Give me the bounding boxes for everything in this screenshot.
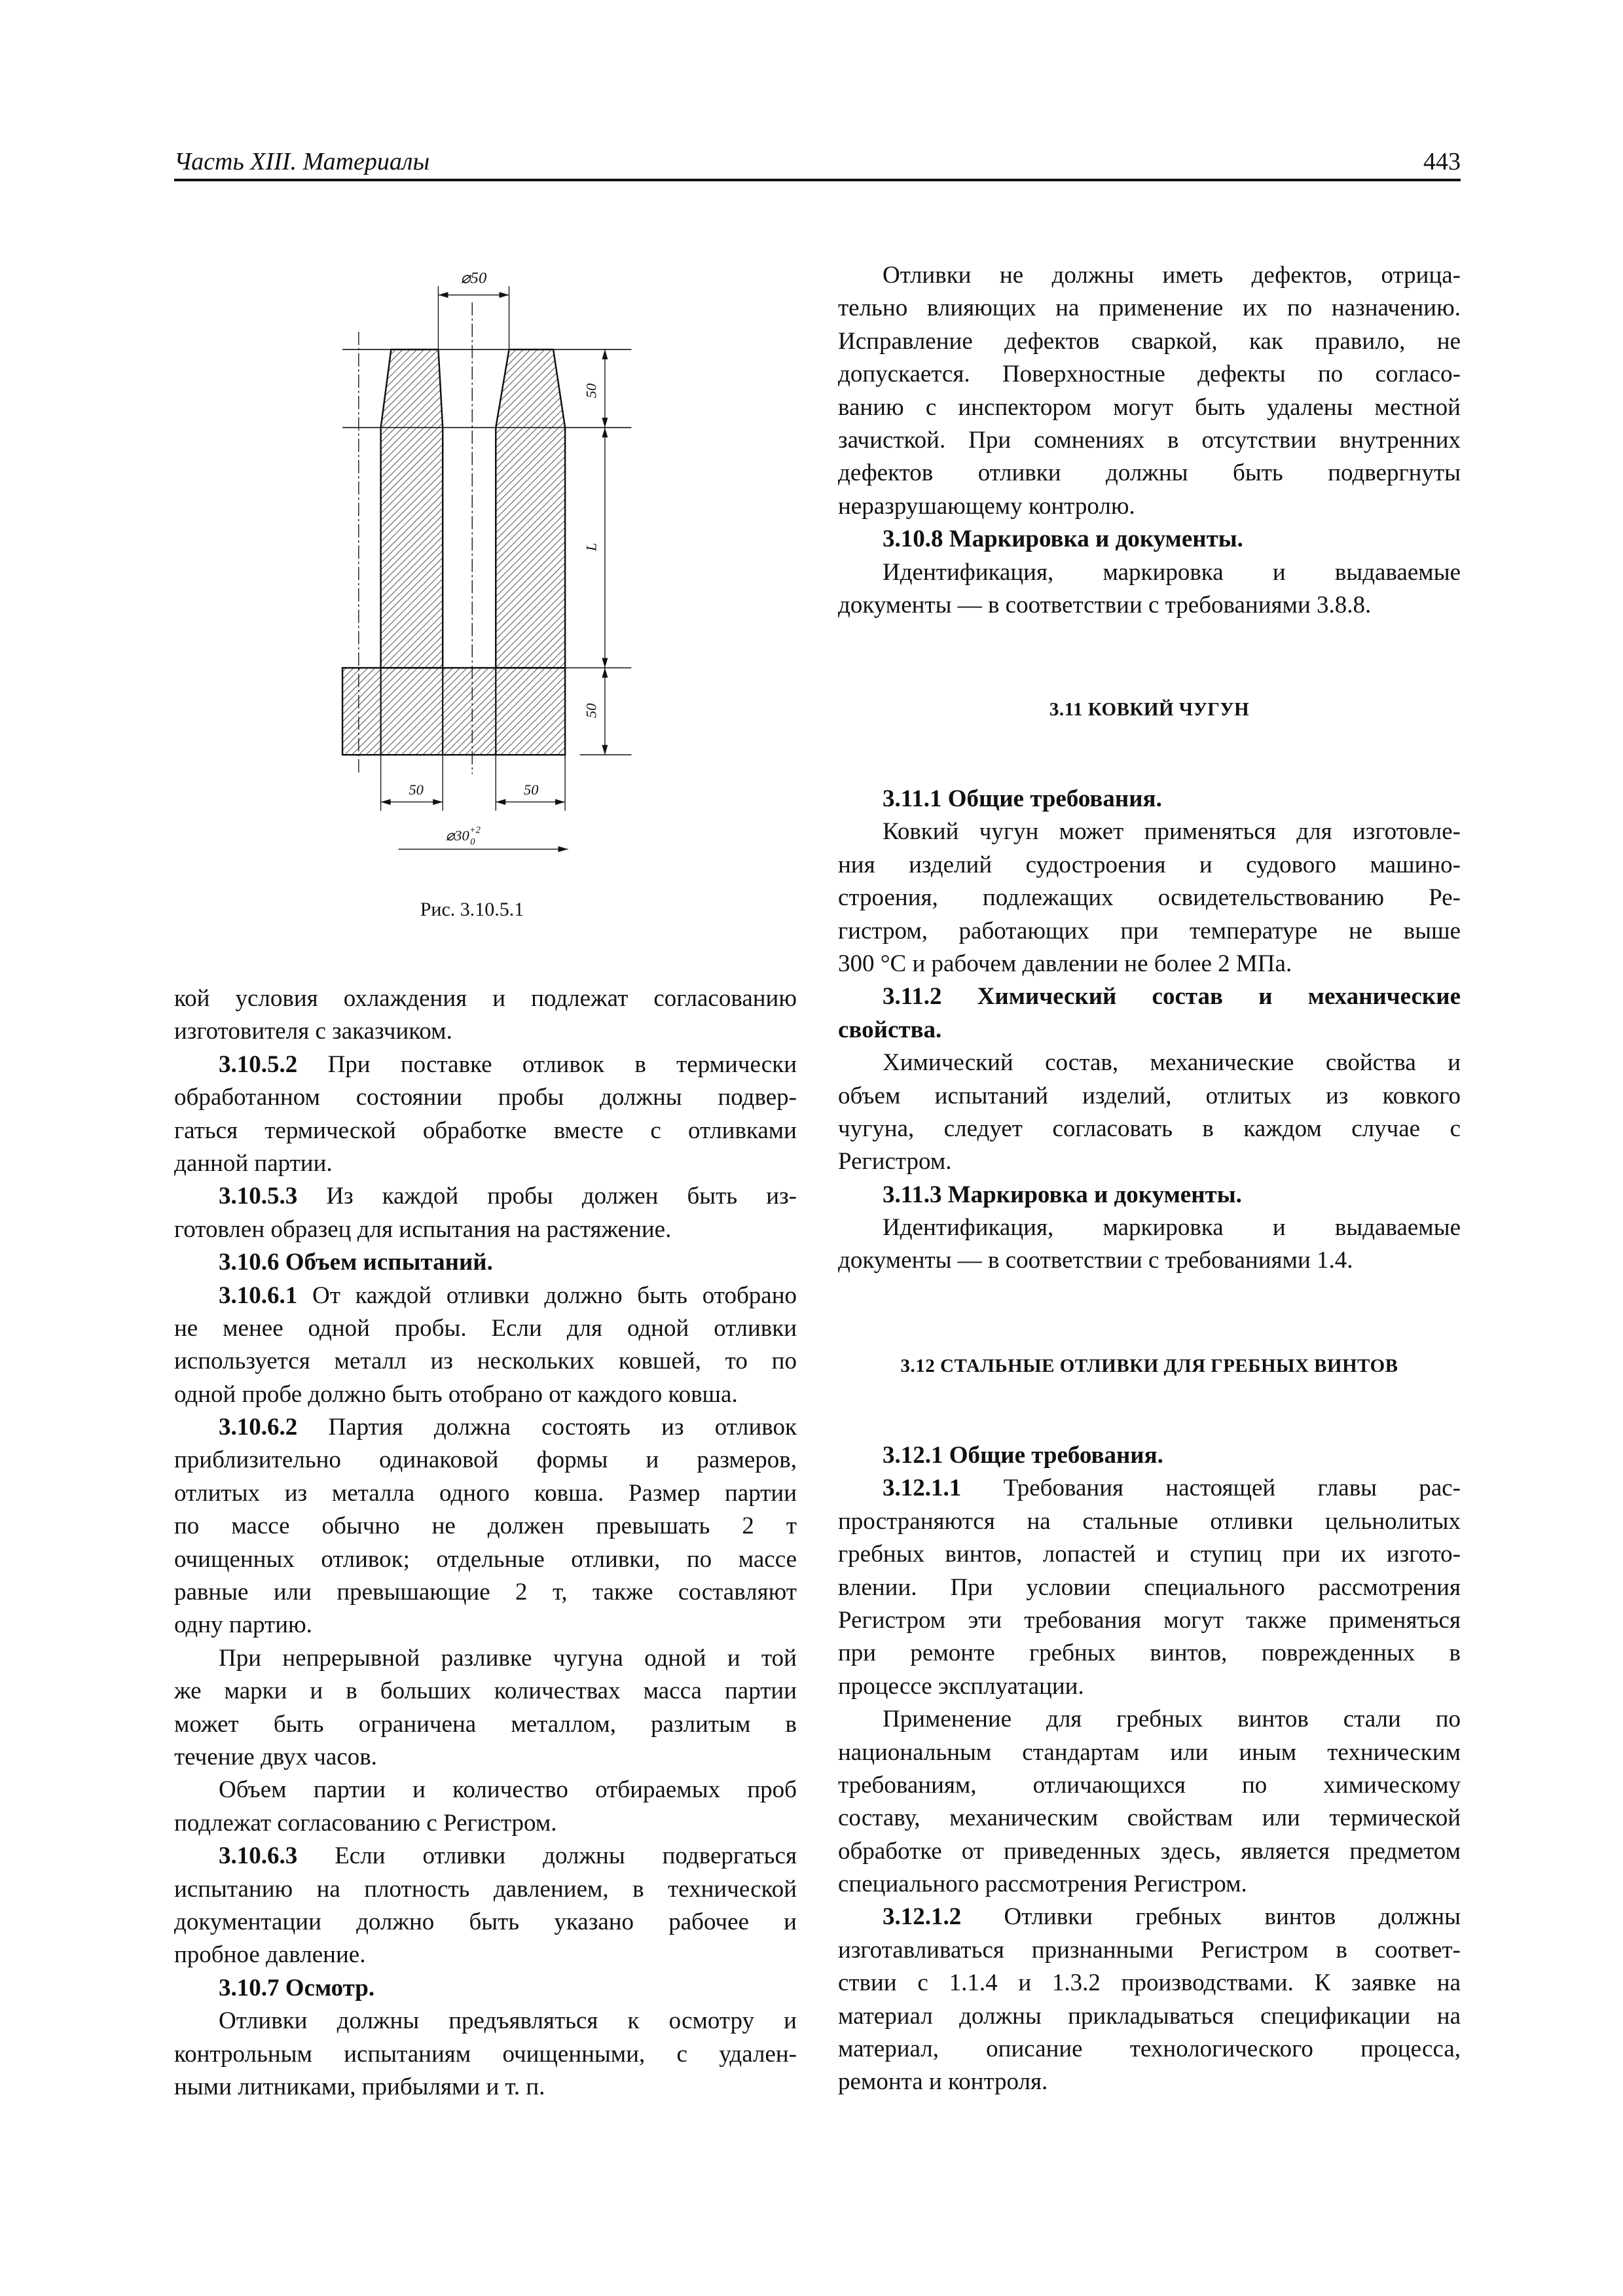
header-rule (174, 179, 1461, 181)
left-column-text (174, 982, 797, 2104)
text-line: 3.11.3 Маркировка и документы. (883, 1181, 1242, 1208)
text-line: 3.10.7 Осмотр. (219, 1974, 375, 2001)
text-line: процессе эксплуатации. (838, 1672, 1084, 1700)
text-line: документы — в соответствии с требованиями 3.8.8. (838, 591, 1372, 619)
text-line: строения, подлежащих освидетельствованию Ре- (838, 884, 1461, 912)
text-line: Регистром. (838, 1148, 952, 1175)
paragraph (174, 1411, 797, 1642)
text-line: Регистром эти требования могут также применяться (838, 1606, 1461, 1634)
subsection-heading (838, 783, 1461, 816)
text-line: национальным стандартам или иным техническим (838, 1738, 1461, 1766)
text-line: Объем партии и количество отбираемых проб (219, 1776, 797, 1804)
text-line: Идентификация, маркировка и выдаваемые (883, 1214, 1461, 1242)
page-number: 443 (1423, 148, 1461, 175)
paragraph (174, 1049, 797, 1181)
text-line: изготовителя с заказчиком. (174, 1018, 452, 1045)
text-line: 3.11.2 Химический состав и механические (883, 983, 1461, 1011)
text-line: очищенных отливок; отдельные отливки, по массе (174, 1545, 797, 1573)
text-line: ния изделий судостроения и судового машино- (838, 851, 1461, 878)
text-line: материал, описание технологического процесса, (838, 2036, 1461, 2063)
paragraph (838, 556, 1461, 622)
casting-base (342, 668, 565, 755)
text-line: Отливки должны предъявляться к осмотру и (219, 2007, 797, 2035)
text-line: изготавливаться признанными Регистром в соответ- (838, 1936, 1461, 1964)
text-line: ванию с инспектором могут быть удалены местной (838, 393, 1461, 421)
text-line: документации должно быть указано рабочее и (174, 1908, 797, 1935)
text-line: специального рассмотрения Регистром. (838, 1871, 1247, 1898)
paragraph (838, 1211, 1461, 1278)
subsection-heading (838, 980, 1461, 1047)
text-line: 300 °C и рабочем давлении не более 2 МПа. (838, 950, 1292, 977)
casting-right-piece (496, 350, 565, 668)
paragraph (838, 259, 1461, 523)
clause-number: 3.12.1.2 (883, 1903, 962, 1931)
text-line: одной пробе должно быть отобрано от каждого ковша. (174, 1380, 738, 1408)
paragraph (838, 1901, 1461, 2098)
right-column-text (838, 783, 1461, 1278)
clause-text: Партия должна состоять из отливок (328, 1414, 797, 1441)
text-line: допускается. Поверхностные дефекты по согласо- (838, 361, 1461, 388)
section-title: 3.11 КОВКИЙ ЧУГУН (1049, 699, 1250, 720)
text-line: течение двух часов. (174, 1743, 377, 1770)
text-line: одну партию. (174, 1611, 312, 1639)
text-line: пробное давление. (174, 1941, 366, 1969)
text-line: Химический состав, механические свойства и (883, 1049, 1461, 1077)
text-line: 3.10.6 Объем испытаний. (219, 1249, 493, 1276)
text-line: составу, механическим свойствам или термической (838, 1804, 1461, 1832)
figure-caption: Рис. 3.10.5.1 (420, 899, 524, 920)
subsection-heading (838, 523, 1461, 556)
clause-text: Из каждой пробы должен быть из- (326, 1183, 797, 1210)
clause-text: Если отливки должны подвергаться (335, 1842, 797, 1870)
dimension-label: 50 (583, 703, 600, 718)
text-line: же марки и в больших количествах масса партии (174, 1677, 797, 1705)
subsection-heading (174, 1972, 797, 2005)
text-line (174, 1280, 797, 1312)
text-line: при ремонте гребных винтов, поврежденных в (838, 1640, 1461, 1667)
tolerance-upper: +2 (469, 825, 481, 836)
right-column-text (838, 259, 1461, 622)
text-line (174, 1180, 797, 1213)
text-line: кой условия охлаждения и подлежат согласованию (174, 985, 797, 1012)
clause-number: 3.12.1.1 (883, 1475, 962, 1502)
text-line: испытанию на плотность давлением, в технической (174, 1875, 797, 1903)
dimension-label: 50 (524, 781, 539, 798)
dimension-label: ⌀50 (460, 269, 487, 287)
text-line (838, 1472, 1461, 1505)
text-line: Применение для гребных винтов стали по (883, 1706, 1461, 1733)
running-head: Часть XIII. Материалы (174, 148, 430, 175)
text-line: отлитых из металла одного ковша. Размер партии (174, 1479, 797, 1507)
text-line: приблизительно одинаковой формы и размеров, (174, 1446, 797, 1474)
clause-number: 3.10.6.1 (219, 1282, 298, 1309)
text-line: неразрушающему контролю. (838, 492, 1135, 520)
text-line: зачисткой. При сомнениях в отсутствии внутренних (838, 426, 1461, 454)
diameter-value: ⌀30 (445, 827, 469, 844)
clause-text: Отливки гребных винтов должны (1004, 1903, 1461, 1931)
paragraph (838, 1703, 1461, 1901)
dimension-label: 50 (409, 781, 424, 798)
paragraph (174, 2005, 797, 2104)
text-line: не менее одной пробы. Если для одной отливки (174, 1314, 797, 1342)
clause-text: От каждой отливки должно быть отобрано (312, 1282, 797, 1309)
text-line: тельно влияющих на применение их по назначению. (838, 295, 1461, 322)
text-line (174, 1411, 797, 1444)
paragraph (838, 816, 1461, 980)
text-line: 3.11.1 Общие требования. (883, 785, 1162, 812)
figure-drawing (295, 251, 664, 870)
text-line: материал должны прикладываться спецификации на (838, 2002, 1461, 2030)
text-line: ремонта и контроля. (838, 2068, 1048, 2096)
text-line: 3.10.8 Маркировка и документы. (883, 526, 1243, 553)
subsection-heading (838, 1439, 1461, 1472)
section-title-block (838, 696, 1461, 723)
dimension-label (446, 825, 481, 848)
text-line (174, 1049, 797, 1081)
text-line: данной партии. (174, 1149, 333, 1177)
section-title-block (838, 1353, 1461, 1379)
text-line: пространяются на стальные отливки цельнолитых (838, 1507, 1461, 1535)
text-line: 3.12.1 Общие требования. (883, 1442, 1163, 1469)
dimension-label: L (583, 543, 600, 551)
text-line: При непрерывной разливке чугуна одной и той (219, 1644, 797, 1672)
subsection-heading (174, 1246, 797, 1279)
text-line: гистром, работающих при температуре не выше (838, 917, 1461, 944)
text-line: по массе обычно не должен превышать 2 т (174, 1513, 797, 1540)
subsection-heading (838, 1179, 1461, 1211)
paragraph (838, 1472, 1461, 1703)
clause-number: 3.10.5.3 (219, 1183, 298, 1210)
clause-text: При поставке отливок в термически (327, 1050, 797, 1078)
paragraph (838, 1047, 1461, 1179)
text-line (174, 1840, 797, 1873)
casting-left-piece (381, 350, 443, 668)
text-line: ствии с 1.1.4 и 1.3.2 производствами. К заявке на (838, 1969, 1461, 1997)
text-line: используется металл из нескольких ковшей, то по (174, 1348, 797, 1375)
text-line: подлежат согласованию с Регистром. (174, 1809, 557, 1837)
text-line: обработке от приведенных здесь, является предметом (838, 1837, 1461, 1865)
paragraph (174, 982, 797, 1049)
dimension-label: 50 (583, 383, 600, 399)
paragraph (174, 1642, 797, 1774)
text-line: готовлен образец для испытания на растяжение. (174, 1215, 672, 1243)
clause-text: Требования настоящей главы рас- (1003, 1475, 1461, 1502)
text-line: объем испытаний изделий, отлитых из ковкого (838, 1082, 1461, 1109)
text-line: влении. При условии специального рассмотрения (838, 1573, 1461, 1601)
text-line: Отливки не должны иметь дефектов, отрица- (883, 262, 1461, 289)
text-line: ными литниками, прибылями и т. п. (174, 2073, 545, 2100)
text-line (838, 1901, 1461, 1933)
section-title: 3.12 СТАЛЬНЫЕ ОТЛИВКИ ДЛЯ ГРЕБНЫХ ВИНТОВ (900, 1355, 1398, 1376)
text-line: документы — в соответствии с требованиями 1.4. (838, 1247, 1353, 1274)
paragraph (174, 1774, 797, 1840)
text-line: обработанном состоянии пробы должны подвер- (174, 1084, 797, 1111)
text-line: требованиям, отличающихся по химическому (838, 1771, 1461, 1799)
text-line: дефектов отливки должны быть подвергнуты (838, 459, 1461, 487)
text-line: может быть ограничена металлом, разлитым в (174, 1710, 797, 1738)
text-line: свойства. (838, 1016, 942, 1043)
text-line: чугуна, следует согласовать в каждом случае с (838, 1115, 1461, 1142)
paragraph (174, 1280, 797, 1412)
text-line: Ковкий чугун может применяться для изготовле- (883, 818, 1461, 846)
clause-number: 3.10.6.3 (219, 1842, 298, 1870)
clause-number: 3.10.6.2 (219, 1414, 298, 1441)
text-line: равные или превышающие 2 т, также составляют (174, 1579, 797, 1606)
text-line: Исправление дефектов сваркой, как правило, не (838, 327, 1461, 355)
text-line: Идентификация, маркировка и выдаваемые (883, 558, 1461, 586)
clause-number: 3.10.5.2 (219, 1050, 298, 1078)
paragraph (174, 1180, 797, 1246)
text-line: гаться термической обработке вместе с отливками (174, 1117, 797, 1144)
text-line: контрольным испытаниям очищенными, с удален- (174, 2040, 797, 2068)
tolerance-lower: 0 (470, 836, 475, 848)
text-line: гребных винтов, лопастей и ступиц при их изгото- (838, 1541, 1461, 1568)
paragraph (174, 1840, 797, 1972)
right-column-text (838, 1439, 1461, 2099)
